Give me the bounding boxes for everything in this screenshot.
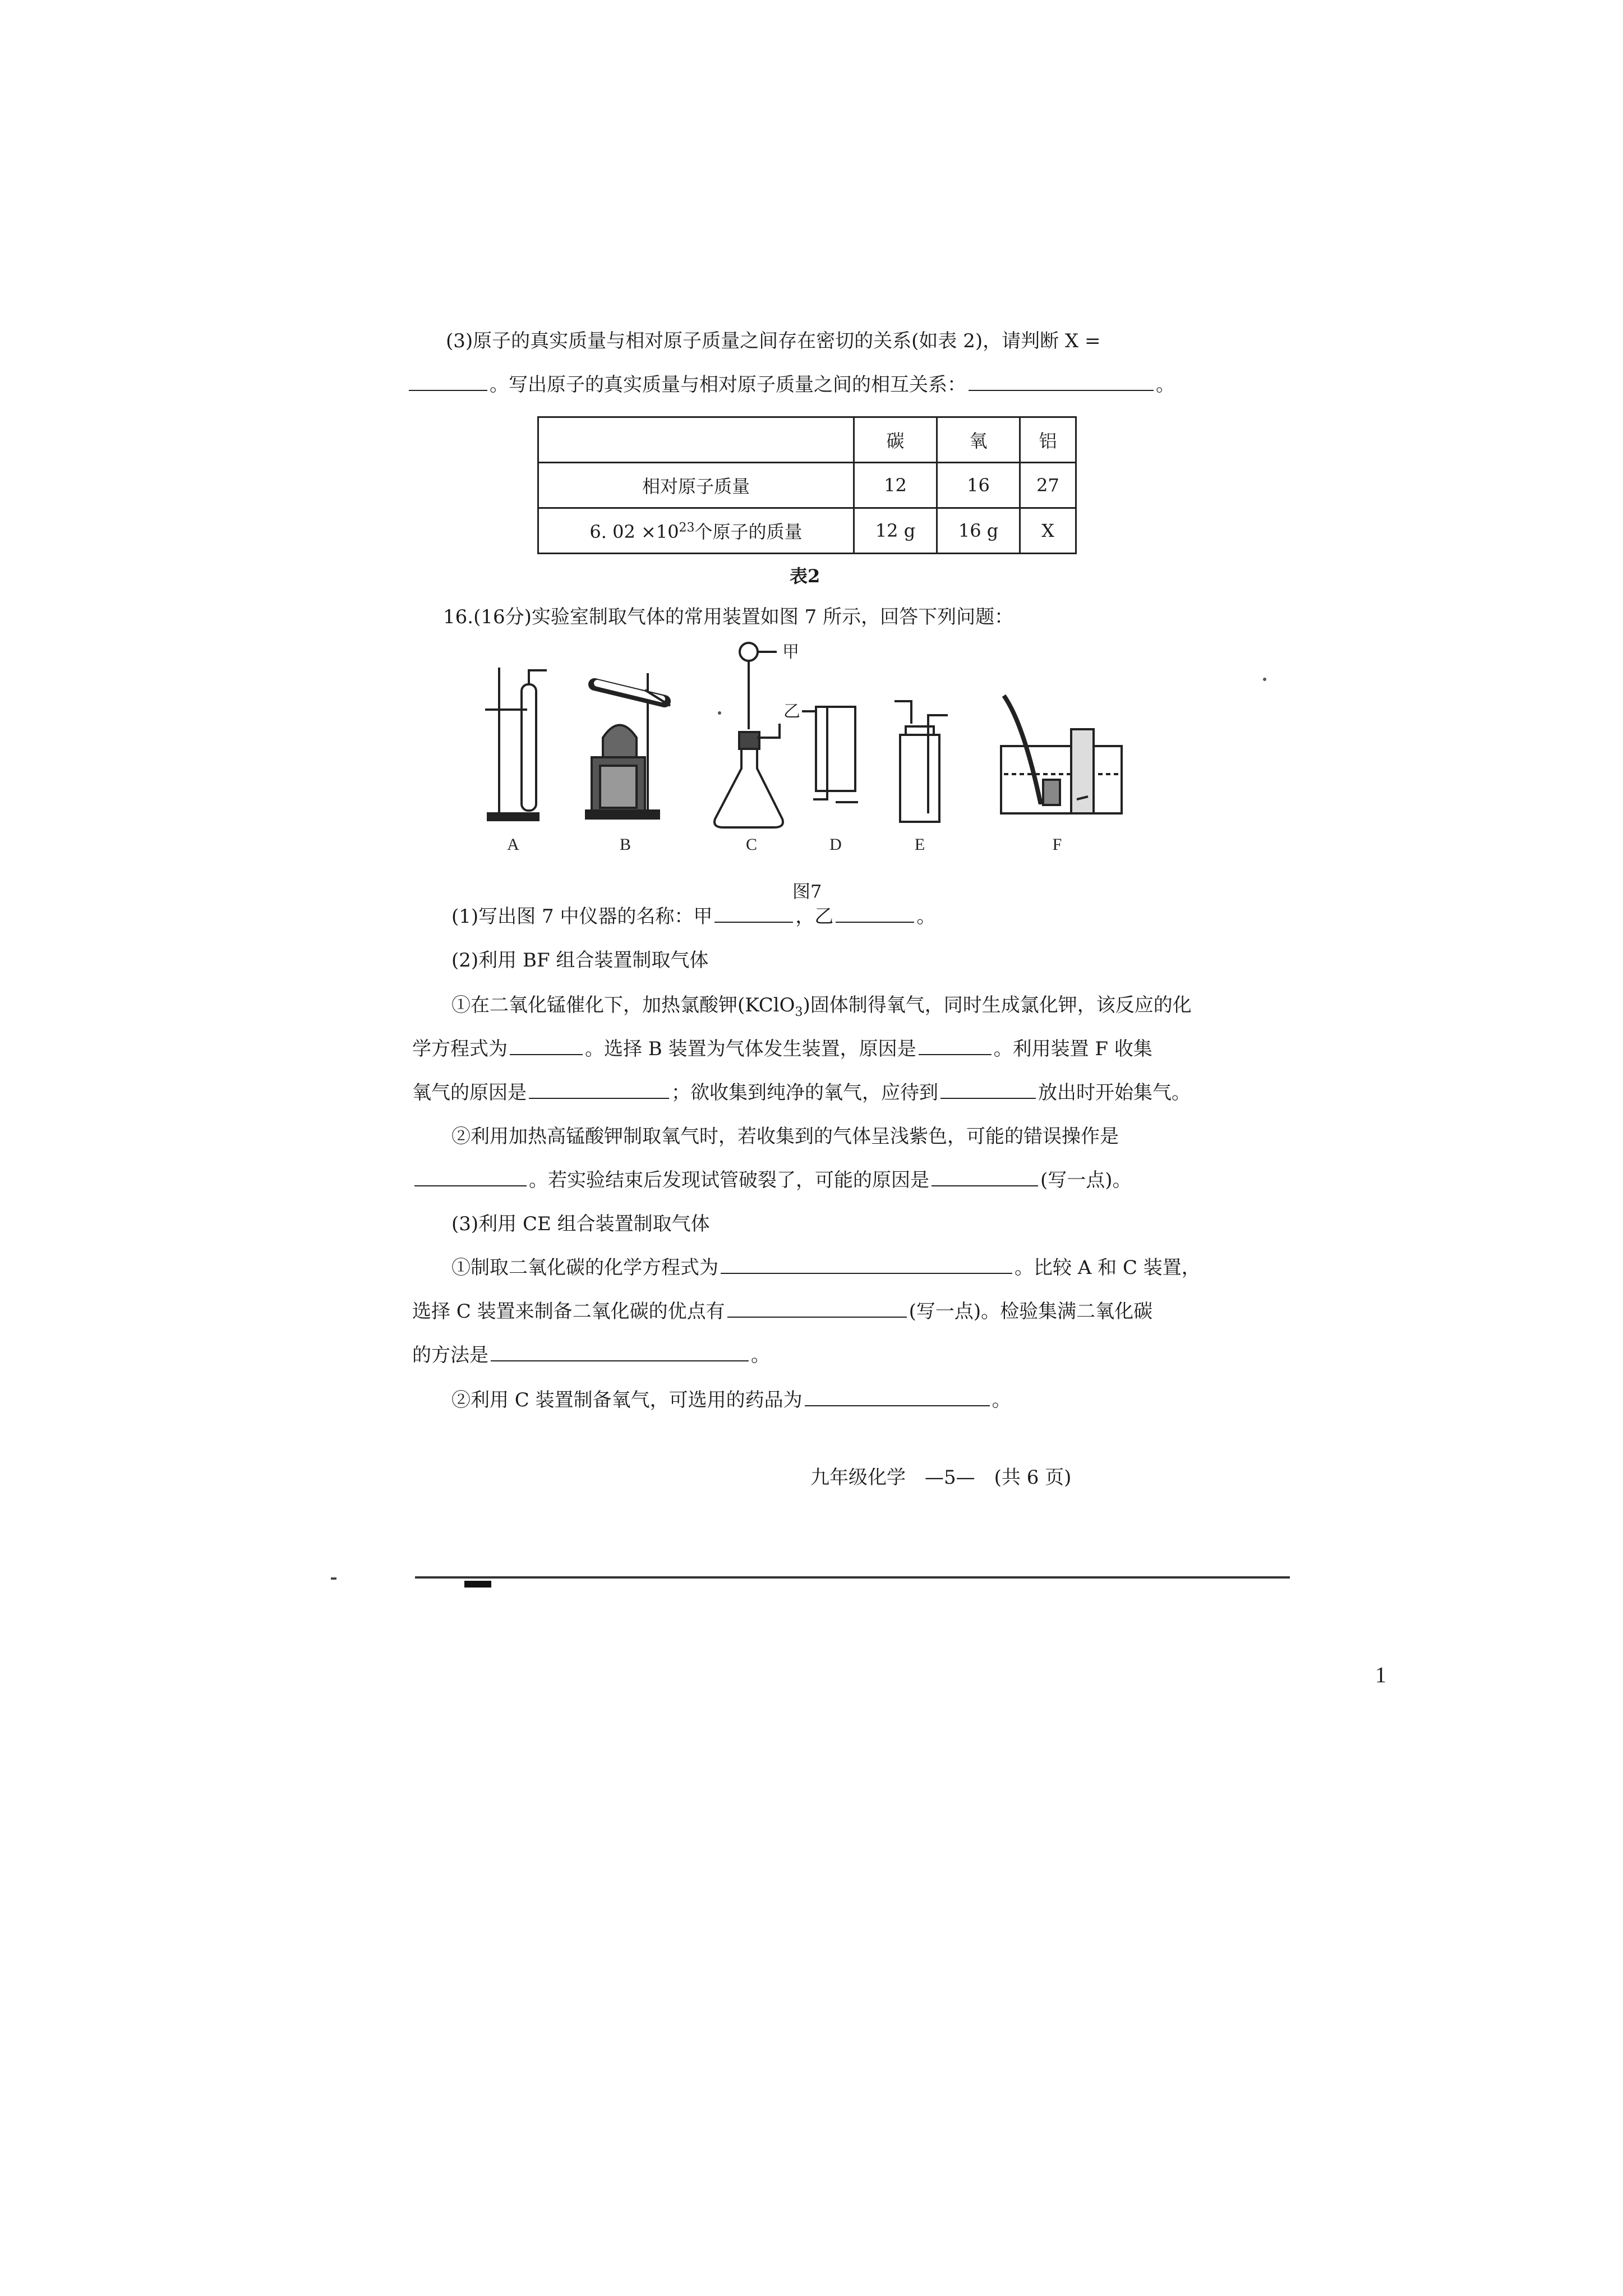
q16-3b-line xyxy=(451,1388,1011,1412)
apparatus-f xyxy=(1001,696,1122,813)
table-header-oxygen: 氧 xyxy=(937,417,1020,463)
row2-aluminum: X xyxy=(1020,508,1076,554)
answer-blank-relation[interactable] xyxy=(969,373,1154,391)
row2-label-post: 个原子的质量 xyxy=(694,521,803,542)
table-2 xyxy=(537,416,1077,554)
q16-3a-line2 xyxy=(412,1299,1152,1324)
q16-3a-line3 xyxy=(412,1343,770,1368)
q16-1-text: (1)写出图 7 中仪器的名称：甲 xyxy=(451,905,713,928)
label-e: E xyxy=(914,835,925,854)
q16-3a-end1: 。比较 A 和 C 装置， xyxy=(1015,1257,1201,1279)
answer-blank-reagents[interactable] xyxy=(805,1388,990,1406)
q16-2a-text1: ①在二氧化锰催化下，加热氯酸钾(KClO xyxy=(451,994,795,1016)
answer-blank-full-test[interactable] xyxy=(491,1343,749,1361)
scan-tick xyxy=(331,1577,336,1580)
q16-2a-end3: 放出时开始集气。 xyxy=(1038,1082,1191,1104)
q16-2a-sub: 3 xyxy=(795,1005,803,1019)
label-f: F xyxy=(1052,835,1062,854)
figure-7 xyxy=(477,639,1127,875)
q15-3-text2: 。写出原子的真实质量与相对原子质量之间的相互关系： xyxy=(490,374,966,396)
row1-label: 相对原子质量 xyxy=(538,463,854,508)
answer-blank-reason-b[interactable] xyxy=(919,1037,992,1055)
answer-blank-advantage[interactable] xyxy=(727,1300,907,1318)
row1-aluminum: 27 xyxy=(1020,463,1076,508)
apparatus-e xyxy=(895,701,948,822)
q16-2b-line2 xyxy=(412,1168,1132,1193)
answer-blank-crack-reason[interactable] xyxy=(932,1168,1038,1186)
table-header-carbon: 碳 xyxy=(854,417,937,463)
q16-2a-text3: 氧气的原因是 xyxy=(412,1082,527,1104)
q16-3-title: (3)利用 CE 组合装置制取气体 xyxy=(451,1213,710,1235)
q16-2b-line1: ②利用加热高锰酸钾制取氧气时，若收集到的气体呈浅紫色，可能的错误操作是 xyxy=(451,1125,1119,1148)
row1-oxygen: 16 xyxy=(937,463,1020,508)
q16-3b-end: 。 xyxy=(992,1389,1011,1411)
table-header-aluminum: 铝 xyxy=(1020,417,1076,463)
table-row xyxy=(538,463,1076,508)
label-d: D xyxy=(829,835,842,854)
label-a: A xyxy=(507,835,519,854)
scan-mark xyxy=(464,1581,491,1588)
q16-2a-text1-post: )固体制得氧气，同时生成氯化钾，该反应的化 xyxy=(803,994,1192,1016)
answer-blank-equation[interactable] xyxy=(510,1037,583,1055)
q16-3a-end3: 。 xyxy=(751,1344,770,1366)
answer-blank-co2-equation[interactable] xyxy=(721,1256,1012,1274)
q16-2a-end2: 。利用装置 F 收集 xyxy=(993,1038,1152,1060)
q16-2a-mid3: ；欲收集到纯净的氧气，应待到 xyxy=(671,1082,938,1104)
answer-blank-x[interactable] xyxy=(409,373,487,391)
q16-2b-end: (写一点)。 xyxy=(1040,1169,1132,1191)
table-row xyxy=(538,508,1076,554)
row2-label xyxy=(538,508,854,554)
label-b: B xyxy=(619,835,631,854)
q16-3a-text1: ①制取二氧化碳的化学方程式为 xyxy=(451,1257,718,1279)
row2-carbon: 12 g xyxy=(854,508,937,554)
answer-blank-jia[interactable] xyxy=(714,905,793,923)
page-number: 1 xyxy=(1375,1662,1386,1687)
q16-2-title: (2)利用 BF 组合装置制取气体 xyxy=(451,949,709,972)
apparatus-a xyxy=(485,668,547,820)
answer-blank-yi[interactable] xyxy=(836,905,914,923)
scan-dot xyxy=(1263,678,1266,681)
apparatus-c xyxy=(714,643,783,827)
q15-3-line2 xyxy=(407,372,1175,397)
row1-carbon: 12 xyxy=(854,463,937,508)
q16-3a-end2: (写一点)。检验集满二氧化碳 xyxy=(909,1300,1153,1323)
q16-1 xyxy=(451,904,935,929)
answer-blank-reason-f[interactable] xyxy=(529,1081,669,1099)
scan-line xyxy=(415,1576,1290,1579)
apparatus-b xyxy=(586,673,670,818)
row2-oxygen: 16 g xyxy=(937,508,1020,554)
q16-intro: 16.(16分)实验室制取气体的常用装置如图 7 所示，回答下列问题： xyxy=(443,606,1014,628)
apparatus-d xyxy=(802,707,858,802)
scan-dot xyxy=(718,711,721,715)
row2-label-pre: 6. 02 ×10 xyxy=(589,521,679,542)
q16-3b-text: ②利用 C 装置制备氧气，可选用的药品为 xyxy=(451,1389,803,1411)
q15-3-tail: 。 xyxy=(1156,374,1175,396)
q16-3a-text3: 的方法是 xyxy=(412,1344,488,1366)
apparatus-illustration xyxy=(477,639,1127,875)
answer-blank-error-op[interactable] xyxy=(414,1168,527,1186)
table-header-empty xyxy=(538,417,854,463)
q15-3-line1 xyxy=(446,329,1100,353)
q16-1-end: 。 xyxy=(916,905,936,928)
table-caption: 表2 xyxy=(790,565,820,587)
q16-2a-text2: 学方程式为 xyxy=(412,1038,508,1060)
q16-2a-line1 xyxy=(451,993,1192,1025)
answer-blank-bubbles[interactable] xyxy=(940,1081,1036,1099)
label-jia: 甲 xyxy=(782,643,799,661)
table-row xyxy=(538,417,1076,463)
q16-3a-text2: 选择 C 装置来制备二氧化碳的优点有 xyxy=(412,1300,725,1323)
row2-label-sup: 23 xyxy=(679,521,695,535)
q16-2a-mid2: 。选择 B 装置为气体发生装置，原因是 xyxy=(585,1038,916,1060)
q16-1-mid: ，乙 xyxy=(795,905,834,928)
label-c: C xyxy=(745,835,758,854)
q16-2a-line3 xyxy=(412,1080,1191,1105)
q16-2b-mid: 。若实验结束后发现试管破裂了，可能的原因是 xyxy=(529,1169,929,1191)
label-yi: 乙 xyxy=(783,702,800,721)
q16-3a-line1 xyxy=(451,1255,1201,1280)
page-footer: 九年级化学 —5— (共 6 页) xyxy=(810,1466,1072,1489)
q15-3-text: (3)原子的真实质量与相对原子质量之间存在密切的关系(如表 2)，请判断 X = xyxy=(446,330,1101,352)
figure-caption: 图7 xyxy=(792,881,822,902)
q16-2a-line2 xyxy=(412,1037,1152,1061)
